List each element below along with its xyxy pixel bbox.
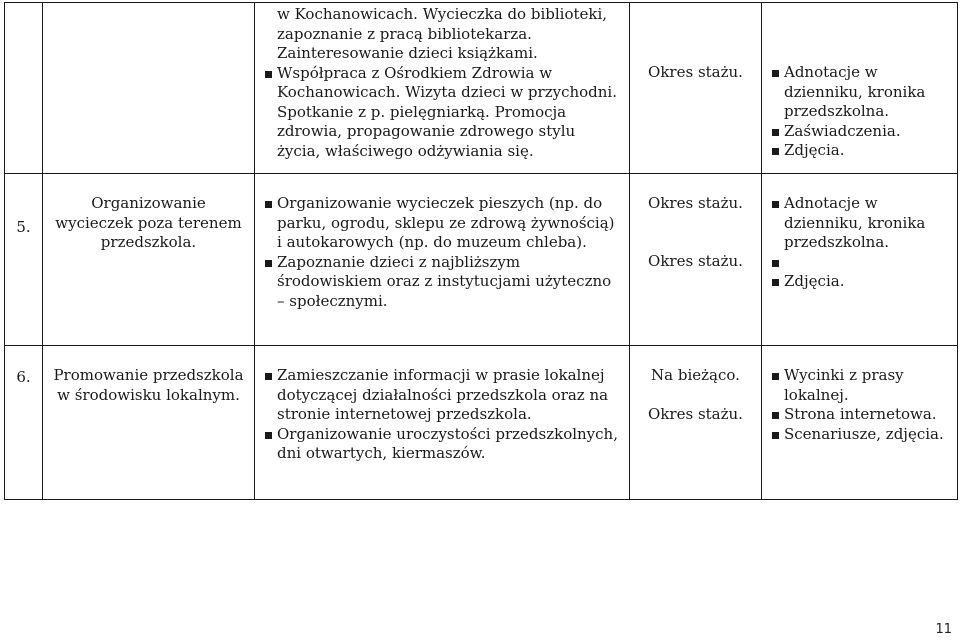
term-text: Na bieżąco. (651, 366, 740, 384)
evidence-cell (762, 3, 958, 174)
term-cell (630, 3, 762, 174)
evidence-item: Adnotacje w dzienniku, kronika przedszkolna. (770, 63, 951, 122)
row-number: 6. (5, 346, 43, 500)
term-text: Okres stażu. (648, 194, 743, 212)
activity-item: Organizowanie uroczystości przedszkolnych, dni otwartych, kiermaszów. (263, 425, 623, 464)
activity-item: Zamieszczanie informacji w prasie lokalnej dotyczącej działalności przedszkola oraz na stronie internetowej przedszkola. (263, 366, 623, 425)
evidence-item: Zdjęcia. (770, 141, 951, 161)
evidence-cell (762, 174, 958, 346)
term-cell (630, 174, 762, 346)
evidence-cell (762, 346, 958, 500)
task-cell (43, 346, 255, 500)
activity-item: Współpraca z Ośrodkiem Zdrowia w Kochanowicach. Wizyta dzieci w przychodni. Spotkanie z p. pielęgniarką. Promocja zdrowia, propagowanie zdrowego stylu życia, właściwego odżywiania się. (263, 64, 623, 162)
task-text: Promowanie przedszkola w środowisku lokalnym. (53, 366, 244, 404)
task-text: Organizowanie wycieczek poza terenem przedszkola. (55, 194, 242, 251)
spacer (770, 253, 951, 272)
term-text: Okres stażu. (648, 404, 743, 423)
activities-cell (255, 346, 630, 500)
row-number: 5. (5, 174, 43, 346)
row-number-cell (5, 3, 43, 174)
task-cell (43, 174, 255, 346)
term-text: Okres stażu. (648, 63, 743, 81)
table-row-5 (5, 174, 958, 346)
evidence-item: Adnotacje w dzienniku, kronika przedszkolna. (770, 194, 951, 253)
activities-cell (255, 174, 630, 346)
evidence-item: Strona internetowa. (770, 405, 951, 425)
table-row-6 (5, 346, 958, 500)
task-cell (43, 3, 255, 174)
development-plan-table (4, 2, 958, 500)
page-number: 11 (935, 622, 952, 637)
term-text: Okres stażu. (648, 251, 743, 270)
activities-cell (255, 3, 630, 174)
activity-item: Zapoznanie dzieci z najbliższym środowiskiem oraz z instytucjami użyteczno – społecznymi. (263, 253, 623, 312)
evidence-item: Scenariusze, zdjęcia. (770, 425, 951, 445)
activity-item: Organizowanie wycieczek pieszych (np. do parku, ogrodu, sklepu ze zdrową żywnością) i autokarowych (np. do muzeum chleba). (263, 194, 623, 253)
table-row-continued (5, 3, 958, 174)
activity-continuation: w Kochanowicach. Wycieczka do biblioteki, zapoznanie z pracą bibliotekarza. Zainteresowanie dzieci książkami. (277, 5, 608, 62)
evidence-item: Wycinki z prasy lokalnej. (770, 366, 951, 405)
evidence-item: Zaświadczenia. (770, 122, 951, 142)
evidence-item: Zdjęcia. (770, 272, 951, 292)
term-cell (630, 346, 762, 500)
